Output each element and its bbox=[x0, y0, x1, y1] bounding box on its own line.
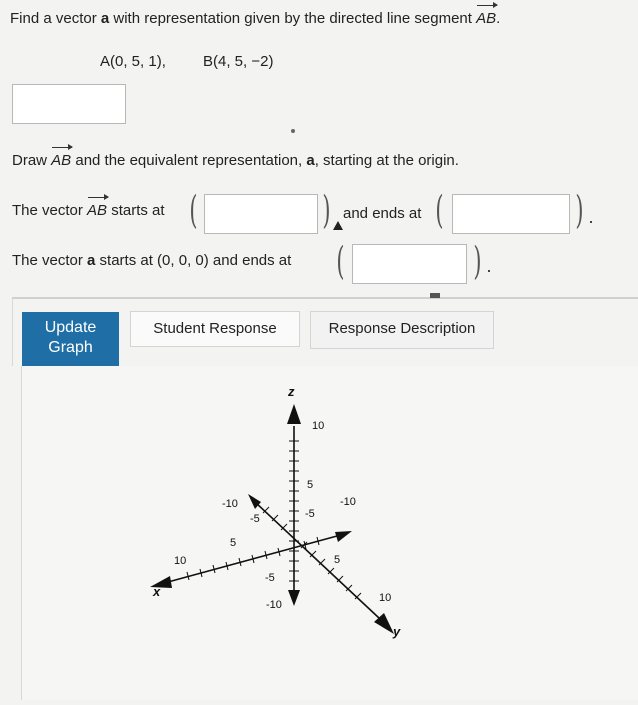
period-mark bbox=[488, 270, 490, 272]
y-tick-label: -5 bbox=[250, 513, 260, 525]
tab-response-description[interactable]: Response Description bbox=[310, 311, 494, 349]
starts-at-text: starts at bbox=[107, 202, 165, 219]
update-label: Update bbox=[44, 319, 97, 336]
a-row-text: The vector bbox=[12, 252, 88, 269]
a-row-rest: starts at (0, 0, 0) and ends at bbox=[95, 252, 292, 269]
update-graph-button[interactable] bbox=[22, 312, 119, 367]
graph-label: Graph bbox=[48, 339, 93, 356]
vector-name: a bbox=[100, 10, 110, 27]
z-axis-neg-arrow-icon bbox=[288, 590, 300, 606]
left-paren: ( bbox=[336, 239, 345, 283]
a-end-input[interactable] bbox=[352, 244, 467, 284]
y-tick-label: 5 bbox=[334, 554, 341, 566]
left-paren: ( bbox=[435, 188, 444, 232]
ab-row-text: The vector bbox=[12, 202, 88, 219]
prompt-end: . bbox=[496, 10, 501, 27]
x-tick-label: -10 bbox=[340, 496, 356, 508]
right-paren: ) bbox=[473, 239, 482, 283]
graph-panel[interactable] bbox=[21, 366, 638, 700]
segment-ab: AB bbox=[51, 152, 72, 169]
y-tick-label: 10 bbox=[379, 592, 392, 604]
right-paren: ) bbox=[575, 188, 584, 232]
tab-student-response[interactable]: Student Response bbox=[130, 311, 300, 347]
draw-instruction bbox=[12, 152, 459, 169]
z-axis-name: z bbox=[288, 384, 295, 399]
x-axis-name: x bbox=[153, 584, 161, 599]
vector-a-answer-input[interactable] bbox=[12, 84, 126, 124]
panel-border bbox=[12, 299, 13, 366]
draw-text-middle: and the equivalent representation, bbox=[71, 152, 307, 169]
x-tick-label: -5 bbox=[305, 508, 315, 520]
x-tick-label: 5 bbox=[230, 537, 237, 549]
z-axis-arrow-icon bbox=[287, 404, 301, 424]
a-start-label bbox=[12, 252, 291, 269]
x-tick-label: 10 bbox=[174, 555, 187, 567]
ab-start-input[interactable] bbox=[204, 194, 318, 234]
stray-mark bbox=[291, 129, 295, 133]
draw-text: Draw bbox=[12, 152, 52, 169]
y-tick-label: -10 bbox=[222, 498, 238, 510]
3d-axes-graph[interactable] bbox=[22, 366, 638, 700]
segment-ab: AB bbox=[87, 202, 108, 219]
ab-end-label: and ends at bbox=[343, 205, 422, 222]
z-tick-label: -10 bbox=[266, 599, 282, 611]
vector-name: a bbox=[306, 152, 315, 169]
x-axis-neg-arrow-icon bbox=[335, 531, 352, 542]
ab-start-label bbox=[12, 202, 165, 219]
point-b: B(4, 5, −2) bbox=[203, 53, 274, 70]
section-divider bbox=[12, 297, 638, 299]
problem-statement bbox=[10, 10, 500, 27]
resize-handle[interactable] bbox=[430, 293, 440, 298]
z-tick-label: 5 bbox=[307, 479, 314, 491]
z-tick-label: -5 bbox=[265, 572, 275, 584]
prompt-text-middle: with representation given by the directed line segment bbox=[109, 10, 477, 27]
segment-ab: AB bbox=[476, 10, 497, 27]
draw-text-end: , starting at the origin. bbox=[314, 152, 459, 169]
z-tick-label: 10 bbox=[312, 420, 325, 432]
prompt-text: Find a vector bbox=[10, 10, 101, 27]
point-a: A(0, 5, 1), bbox=[100, 53, 166, 70]
y-axis-name: y bbox=[393, 624, 401, 639]
right-paren: ) bbox=[322, 188, 331, 232]
cursor-pointer-icon bbox=[333, 221, 343, 230]
period-mark bbox=[590, 221, 592, 223]
left-paren: ( bbox=[189, 188, 198, 232]
ab-end-input[interactable] bbox=[452, 194, 570, 234]
vector-name: a bbox=[87, 252, 96, 269]
